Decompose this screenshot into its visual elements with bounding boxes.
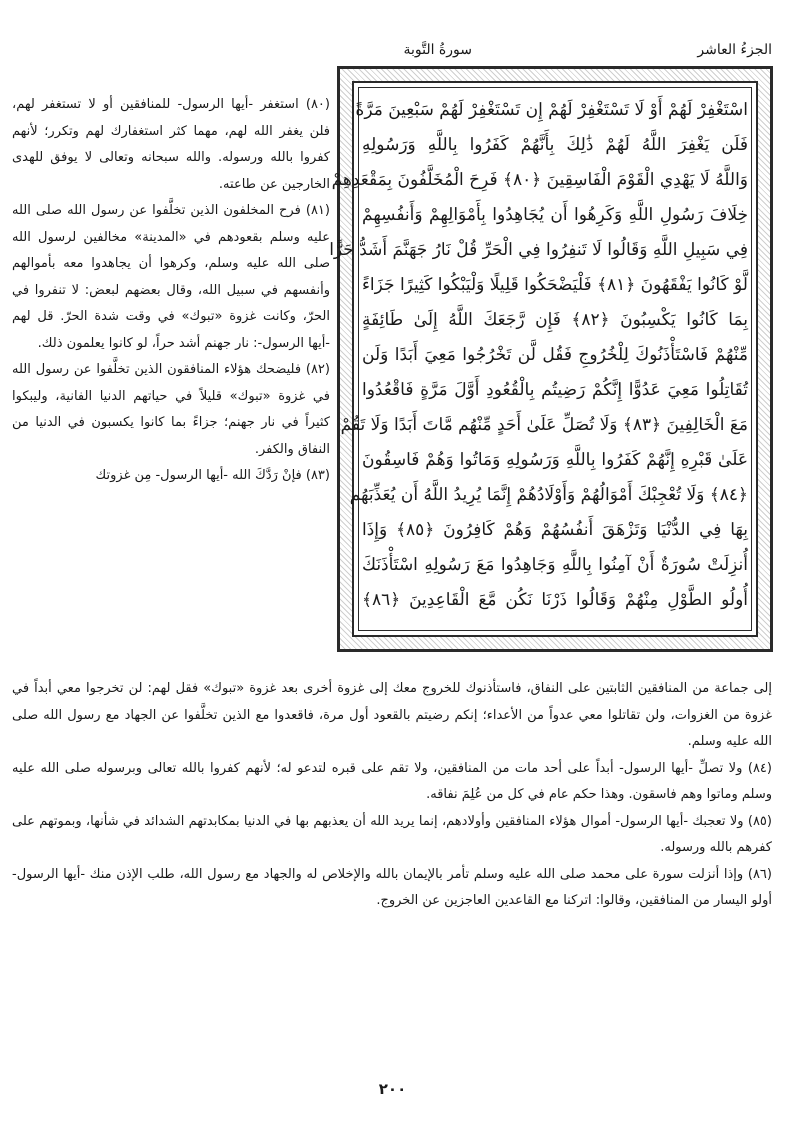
- tafsir-bottom-block: [12, 676, 772, 915]
- tafsir-paragraph-86: (٨٦) وإذا أنزلت سورة على محمد صلى الله عليه وسلم تأمر بالإيمان بالله والإخلاص له والجهاد مع رسول الله، طلب الإذن منك -أيها الرسول- أولو اليسار من المنافقين، وقالوا: اتركنا مع القاعدين العاجزين عن الخروج.: [12, 866, 772, 908]
- tafsir-paragraph-84: (٨٤) ولا تصلِّ -أيها الرسول- أبداً على أحد مات من المنافقين، ولا تقم على قبره لتدعو له؛ لأنهم كفروا بالله تعالى وبرسوله صلى الله عليه وسلم وماتوا وهم فاسقون. وهذا حكم عام في كل من عُلِمَ نفاقه.: [12, 760, 772, 802]
- quran-line: لَّوْ كَانُوا يَفْقَهُونَ ﴿٨١﴾ فَلْيَضْحَكُوا قَلِيلًا وَلْيَبْكُوا كَثِيرًا جَزَاءً: [361, 275, 748, 295]
- tafsir-side-column: [12, 92, 330, 490]
- quran-line: خِلَافَ رَسُولِ اللَّهِ وَكَرِهُوا أَن يُجَاهِدُوا بِأَمْوَالِهِمْ وَأَنفُسِهِمْ: [362, 205, 748, 225]
- quran-frame-inner: [329, 81, 758, 637]
- quran-line: مِّنْهُمْ فَاسْتَأْذَنُوكَ لِلْخُرُوجِ فَقُل لَّن تَخْرُجُوا مَعِيَ أَبَدًا وَلَن: [362, 345, 748, 365]
- quran-line: أُنزِلَتْ سُورَةٌ أَنْ آمِنُوا بِاللَّهِ وَجَاهِدُوا مَعَ رَسُولِهِ اسْتَأْذَنَكَ: [362, 555, 748, 575]
- quran-line: اسْتَغْفِرْ لَهُمْ أَوْ لَا تَسْتَغْفِرْ لَهُمْ إِن تَسْتَغْفِرْ لَهُمْ سَبْعِينَ مَرَّةً: [355, 100, 748, 120]
- quran-frame: [329, 66, 773, 652]
- tafsir-paragraph-82: (٨٢) فليضحك هؤلاء المنافقون الذين تخلَّفوا عن رسول الله في غزوة «تبوك» قليلاً في حياتهم الدنيا الفانية، وليبكوا كثيراً في نار جهنم؛ جزاءً بما كانوا يكسبون في الدنيا من النفاق والكفر.: [12, 362, 330, 457]
- quran-line: فَلَن يَغْفِرَ اللَّهُ لَهُمْ ذَٰلِكَ بِأَنَّهُمْ كَفَرُوا بِاللَّهِ وَرَسُولِهِ: [362, 135, 748, 155]
- tafsir-paragraph-83-cont: إلى جماعة من المنافقين الثابتين على النفاق، فاستأذنوك للخروج معك إلى غزوة أخرى بعد غزوة «تبوك» فقل لهم: لن تخرجوا معي أبداً في غزوة من الغزوات، ولن تقاتلوا معي عدواً من الأعداء؛ إنكم رضيتم بالقعود أول مرة، فاقعدوا مع الذين تخلَّفوا عن الجهاد مع رسول الله صلى الله عليه وسلم.: [12, 681, 772, 749]
- quran-line: بِمَا كَانُوا يَكْسِبُونَ ﴿٨٢﴾ فَإِن رَّجَعَكَ اللَّهُ إِلَىٰ طَائِفَةٍ: [362, 310, 749, 330]
- quran-line: بِهَا فِي الدُّنْيَا وَتَزْهَقَ أَنفُسُهُمْ وَهُمْ كَافِرُونَ ﴿٨٥﴾ وَإِذَا: [362, 520, 748, 540]
- page-header: [340, 42, 772, 62]
- tafsir-paragraph-80: (٨٠) استغفر -أيها الرسول- للمنافقين أو لا تستغفر لهم، فلن يغفر الله لهم، مهما كثر استغفارك لهم وتكرر؛ لأنهم كفروا بالله ورسوله. والله سبحانه وتعالى لا يوفق للهدى الخارجين عن طاعته.: [12, 97, 330, 192]
- quran-line: فِي سَبِيلِ اللَّهِ وَقَالُوا لَا تَنفِرُوا فِي الْحَرِّ قُلْ نَارُ جَهَنَّمَ أَشَدُّ حَرًّا: [329, 240, 748, 260]
- quran-line: تُقَاتِلُوا مَعِيَ عَدُوًّا إِنَّكُمْ رَضِيتُم بِالْقُعُودِ أَوَّلَ مَرَّةٍ فَاقْعُدُوا: [362, 380, 748, 400]
- tafsir-paragraph-83-start: (٨٣) فإنْ رَدَّكَ الله -أيها الرسول- مِن غزوتك: [95, 468, 330, 483]
- quran-line: وَاللَّهُ لَا يَهْدِي الْقَوْمَ الْفَاسِقِينَ ﴿٨٠﴾ فَرِحَ الْمُخَلَّفُونَ بِمَقْعَدِهِمْ: [331, 170, 748, 190]
- quran-line: مَعَ الْخَالِفِينَ ﴿٨٣﴾ وَلَا تُصَلِّ عَلَىٰ أَحَدٍ مِّنْهُم مَّاتَ أَبَدًا وَلَا تَقُمْ: [340, 415, 748, 435]
- tafsir-paragraph-81: (٨١) فرح المخلفون الذين تخلَّفوا عن رسول الله صلى الله عليه وسلم بقعودهم في «المدينة» مخالفين لرسول الله صلى الله عليه وسلم، وكرهوا أن يجاهدوا معه بأموالهم وأنفسهم في سبيل الله، وقال بعضهم لبعض: لا تنفروا في الحرّ، وكانت غزوة «تبوك» في وقت شدة الحرّ. قل لهم -أيها الرسول-: نار جهنم أشد حراً، لو كانوا يعلمون ذلك.: [12, 203, 330, 351]
- juz-title: الجزءُ العاشر: [697, 42, 772, 58]
- page-number: ٢٠٠: [378, 1080, 407, 1098]
- quran-line: ﴿٨٤﴾ وَلَا تُعْجِبْكَ أَمْوَالُهُمْ وَأَوْلَادُهُمْ إِنَّمَا يُرِيدُ اللَّهُ أَن يُعَذِّبَهُم: [349, 485, 748, 505]
- quran-text-block: [329, 93, 749, 627]
- surah-title: سورةُ التَّوبة: [403, 42, 472, 58]
- tafsir-paragraph-85: (٨٥) ولا تعجبك -أيها الرسول- أموال هؤلاء المنافقين وأولادهم، إنما يريد الله أن يعذبهم بها في الدنيا بمكابدتهم الشدائد في شأنها، وبموتهم على كفرهم بالله ورسوله.: [12, 813, 772, 855]
- quran-line: عَلَىٰ قَبْرِهِ إِنَّهُمْ كَفَرُوا بِاللَّهِ وَرَسُولِهِ وَمَاتُوا وَهُمْ فَاسِقُونَ: [362, 450, 748, 470]
- quran-line: أُولُو الطَّوْلِ مِنْهُمْ وَقَالُوا ذَرْنَا نَكُن مَّعَ الْقَاعِدِينَ ﴿٨٦﴾: [362, 590, 748, 610]
